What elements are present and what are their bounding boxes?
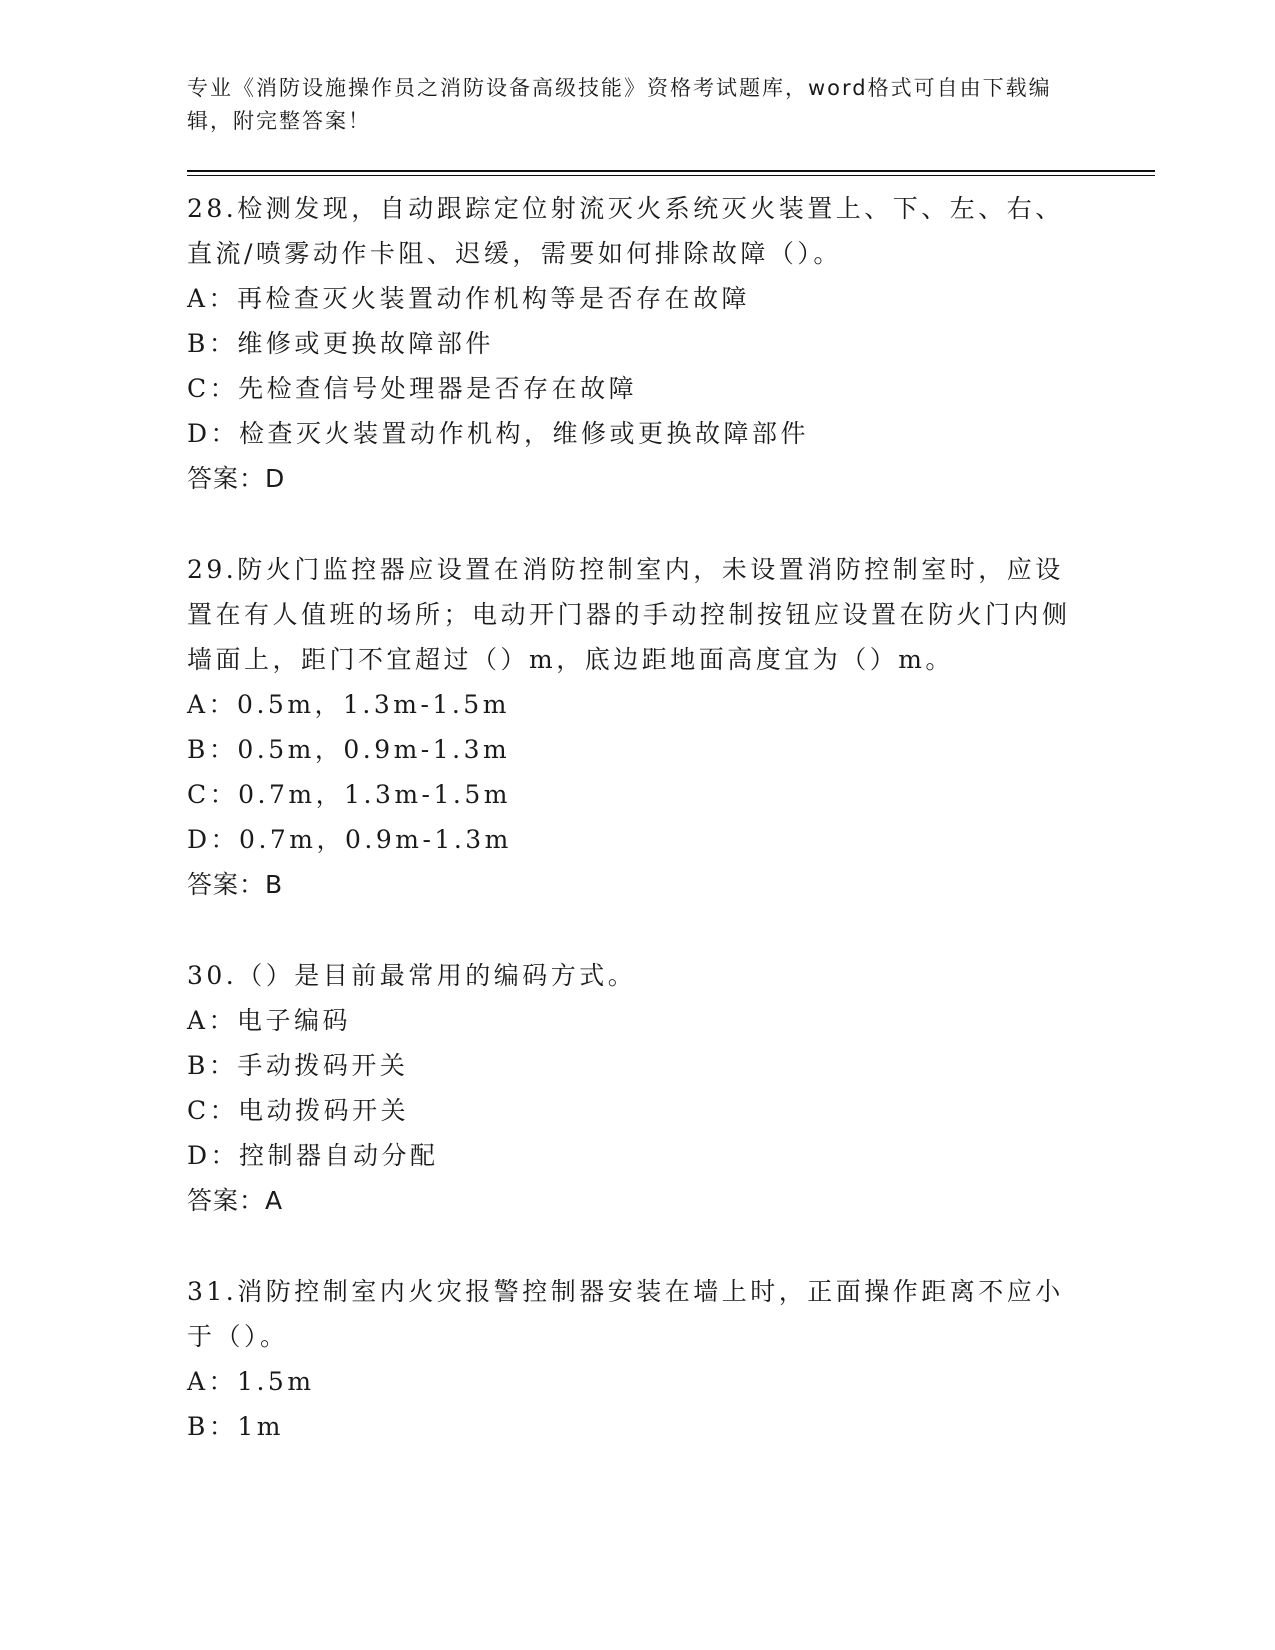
option-c: C：先检查信号处理器是否存在故障 — [187, 374, 638, 403]
option-d: D：检查灭火装置动作机构，维修或更换故障部件 — [187, 419, 810, 448]
answer-line: 答案：A — [187, 1186, 284, 1215]
option-b: B：0.5m，0.9m-1.3m — [187, 735, 511, 764]
document-page — [187, 72, 1155, 1495]
document-header: 专业《消防设施操作员之消防设备高级技能》资格考试题库，word格式可自由下载编辑，附完整答案！ — [187, 76, 1052, 133]
option-c: C：0.7m，1.3m-1.5m — [187, 780, 511, 809]
option-d: D：0.7m，0.9m-1.3m — [187, 825, 512, 854]
option-b: B：1m — [187, 1412, 284, 1441]
option-b: B：维修或更换故障部件 — [187, 329, 494, 358]
answer-line: 答案：B — [187, 870, 284, 899]
question-stem: 29.防火门监控器应设置在消防控制室内，未设置消防控制室时，应设置在有人值班的场所；电动开门器的手动控制按钮应设置在防火门内侧墙面上，距门不宜超过（）m，底边距地面高度宜为（）m。 — [187, 555, 1071, 674]
question-28 — [187, 186, 1155, 501]
option-b: B：手动拨码开关 — [187, 1051, 409, 1080]
option-a: A：0.5m，1.3m-1.5m — [187, 690, 510, 719]
question-stem: 31.消防控制室内火灾报警控制器安装在墙上时，正面操作距离不应小于（）。 — [187, 1277, 1064, 1351]
question-30 — [187, 953, 1155, 1223]
question-31 — [187, 1269, 1155, 1449]
answer-line: 答案：D — [187, 464, 286, 493]
option-c: C：电动拨码开关 — [187, 1096, 410, 1125]
option-d: D：控制器自动分配 — [187, 1141, 439, 1170]
option-a: A：1.5m — [187, 1367, 315, 1396]
question-29 — [187, 547, 1155, 907]
header-divider — [187, 170, 1155, 176]
option-a: A：电子编码 — [187, 1006, 352, 1035]
question-stem: 28.检测发现，自动跟踪定位射流灭火系统灭火装置上、下、左、右、直流/喷雾动作卡阻、迟缓，需要如何排除故障（）。 — [187, 194, 1064, 268]
question-list — [187, 186, 1155, 1449]
question-stem: 30.（）是目前最常用的编码方式。 — [187, 961, 637, 990]
option-a: A：再检查灭火装置动作机构等是否存在故障 — [187, 284, 751, 313]
